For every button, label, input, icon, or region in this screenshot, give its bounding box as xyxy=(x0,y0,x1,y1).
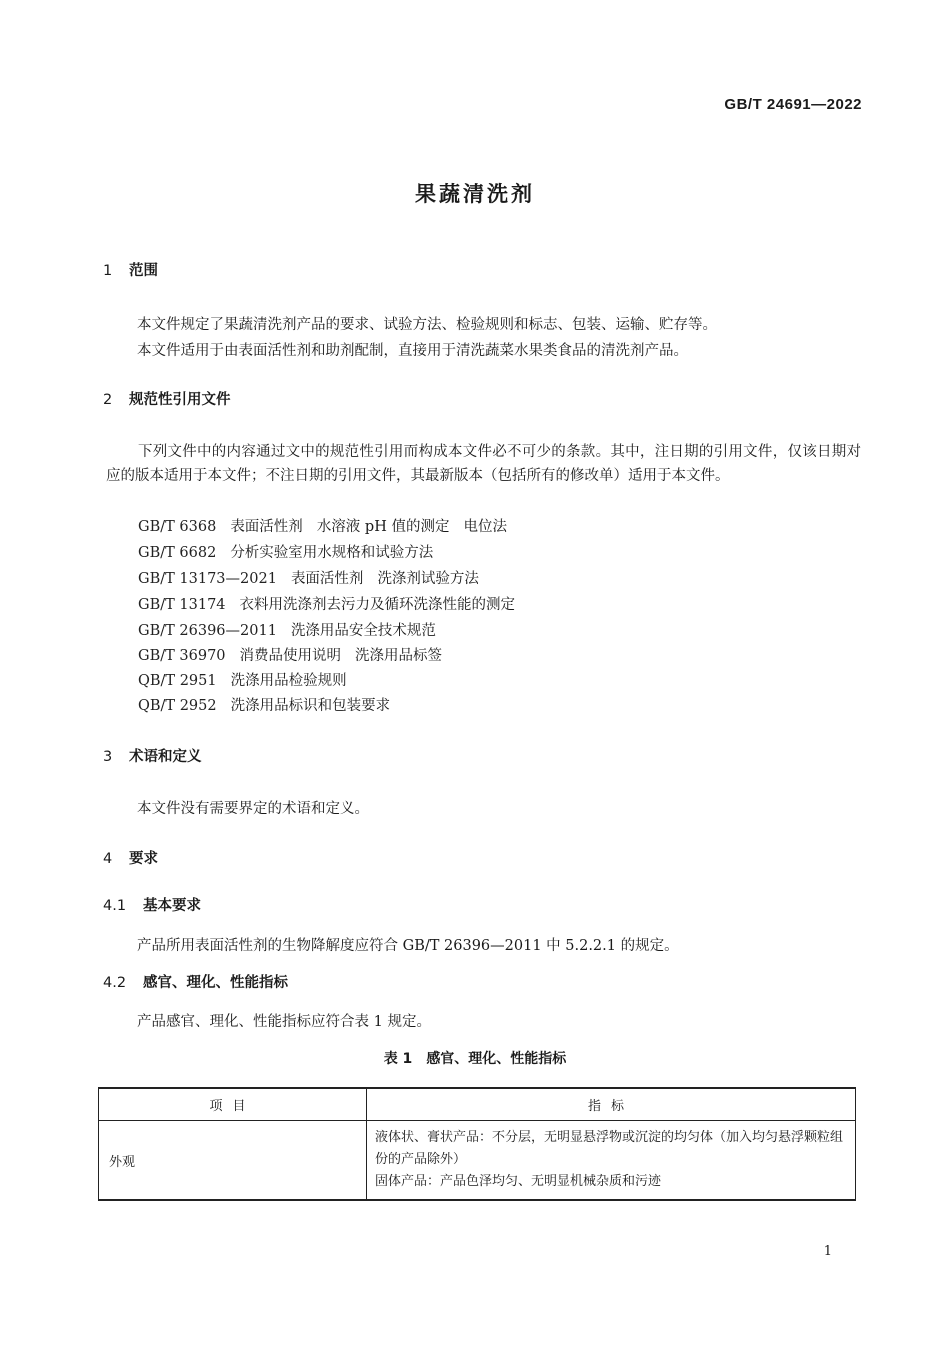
section-title: 范围 xyxy=(129,263,158,279)
section-4-1-heading xyxy=(103,894,201,915)
paragraph: 产品感官、理化、性能指标应符合表 1 规定。 xyxy=(137,1014,431,1030)
section-4-heading xyxy=(103,847,158,868)
section-3-heading xyxy=(103,745,202,766)
reference-code: GB/T 13174 xyxy=(138,597,226,613)
reference-title: 衣料用洗涤剂去污力及循环洗涤性能的测定 xyxy=(239,597,516,613)
reference-title: 表面活性剂 xyxy=(290,571,364,587)
paragraph: 本文件没有需要界定的术语和定义。 xyxy=(137,801,369,817)
column-header-spec: 指标 xyxy=(367,1088,856,1121)
section-number: 4.1 xyxy=(103,898,127,914)
page-number: 1 xyxy=(823,1244,832,1259)
reference-title: 水溶液 pH 值的测定 xyxy=(316,519,450,535)
reference-item xyxy=(138,541,433,562)
reference-title: 洗涤用品检验规则 xyxy=(230,673,347,689)
section-number: 3 xyxy=(103,749,113,765)
reference-title: 洗涤剂试验方法 xyxy=(377,571,479,587)
paragraph: 下列文件中的内容通过文中的规范性引用而构成本文件必不可少的条款。其中，注日期的引用文件，仅该日期对应的版本适用于本文件；不注日期的引用文件，其最新版本（包括所有的修改单）适用于本文件。 xyxy=(106,444,861,484)
section-2-heading xyxy=(103,388,231,409)
reference-item xyxy=(138,619,436,640)
reference-item xyxy=(138,593,515,614)
standard-number: GB/T 24691—2022 xyxy=(724,96,862,113)
section-title: 要求 xyxy=(129,851,158,867)
reference-title: 洗涤用品标签 xyxy=(355,648,443,664)
reference-item xyxy=(138,669,347,690)
reference-title: 洗涤用品标识和包装要求 xyxy=(230,698,391,714)
reference-code: GB/T 6682 xyxy=(138,545,217,561)
reference-title: 洗涤用品安全技术规范 xyxy=(290,623,436,639)
reference-code: QB/T 2952 xyxy=(138,698,217,714)
section-title: 术语和定义 xyxy=(129,749,202,765)
section-title: 基本要求 xyxy=(143,898,201,914)
table-caption xyxy=(0,1048,950,1068)
spec-table xyxy=(98,1087,856,1201)
reference-code: QB/T 2951 xyxy=(138,673,217,689)
reference-code: GB/T 26396—2011 xyxy=(138,623,277,639)
table-row xyxy=(99,1121,856,1201)
paragraph: 本文件规定了果蔬清洗剂产品的要求、试验方法、检验规则和标志、包装、运输、贮存等。 xyxy=(137,317,717,333)
section-number: 4.2 xyxy=(103,975,127,991)
section-4-2-heading xyxy=(103,971,288,992)
reference-code: GB/T 6368 xyxy=(138,519,217,535)
reference-title: 表面活性剂 xyxy=(230,519,303,535)
table-cell-spec xyxy=(367,1121,856,1201)
spec-line: 液体状、膏状产品：不分层，无明显悬浮物或沉淀的均匀体（加入均匀悬浮颗粒组份的产品除外） xyxy=(375,1130,844,1167)
table-caption-title: 感官、理化、性能指标 xyxy=(426,1051,567,1067)
table-caption-label: 表 1 xyxy=(383,1051,413,1067)
paragraph: 产品所用表面活性剂的生物降解度应符合 GB/T 26396—2011 中 5.2.2.1 的规定。 xyxy=(137,938,679,954)
section-title: 规范性引用文件 xyxy=(129,392,231,408)
reference-code: GB/T 36970 xyxy=(138,648,226,664)
document-title: 果蔬清洗剂 xyxy=(415,182,535,206)
spec-line: 固体产品：产品色泽均匀、无明显机械杂质和污迹 xyxy=(375,1174,662,1189)
section-title: 感官、理化、性能指标 xyxy=(143,975,288,991)
section-number: 4 xyxy=(103,851,113,867)
reference-title: 消费品使用说明 xyxy=(239,648,342,664)
reference-title: 分析实验室用水规格和试验方法 xyxy=(230,545,434,561)
table-header-row xyxy=(99,1088,856,1121)
reference-code: GB/T 13173—2021 xyxy=(138,571,277,587)
table-cell-item: 外观 xyxy=(99,1121,367,1201)
column-header-item: 项目 xyxy=(99,1088,367,1121)
section-number: 2 xyxy=(103,392,113,408)
reference-item xyxy=(138,567,479,588)
reference-item xyxy=(138,694,390,715)
section-number: 1 xyxy=(103,263,113,279)
paragraph: 本文件适用于由表面活性剂和助剂配制，直接用于清洗蔬菜水果类食品的清洗剂产品。 xyxy=(137,343,688,359)
section-1-heading xyxy=(103,259,158,280)
reference-item xyxy=(138,644,442,665)
reference-item xyxy=(138,515,507,536)
reference-title: 电位法 xyxy=(463,519,507,535)
